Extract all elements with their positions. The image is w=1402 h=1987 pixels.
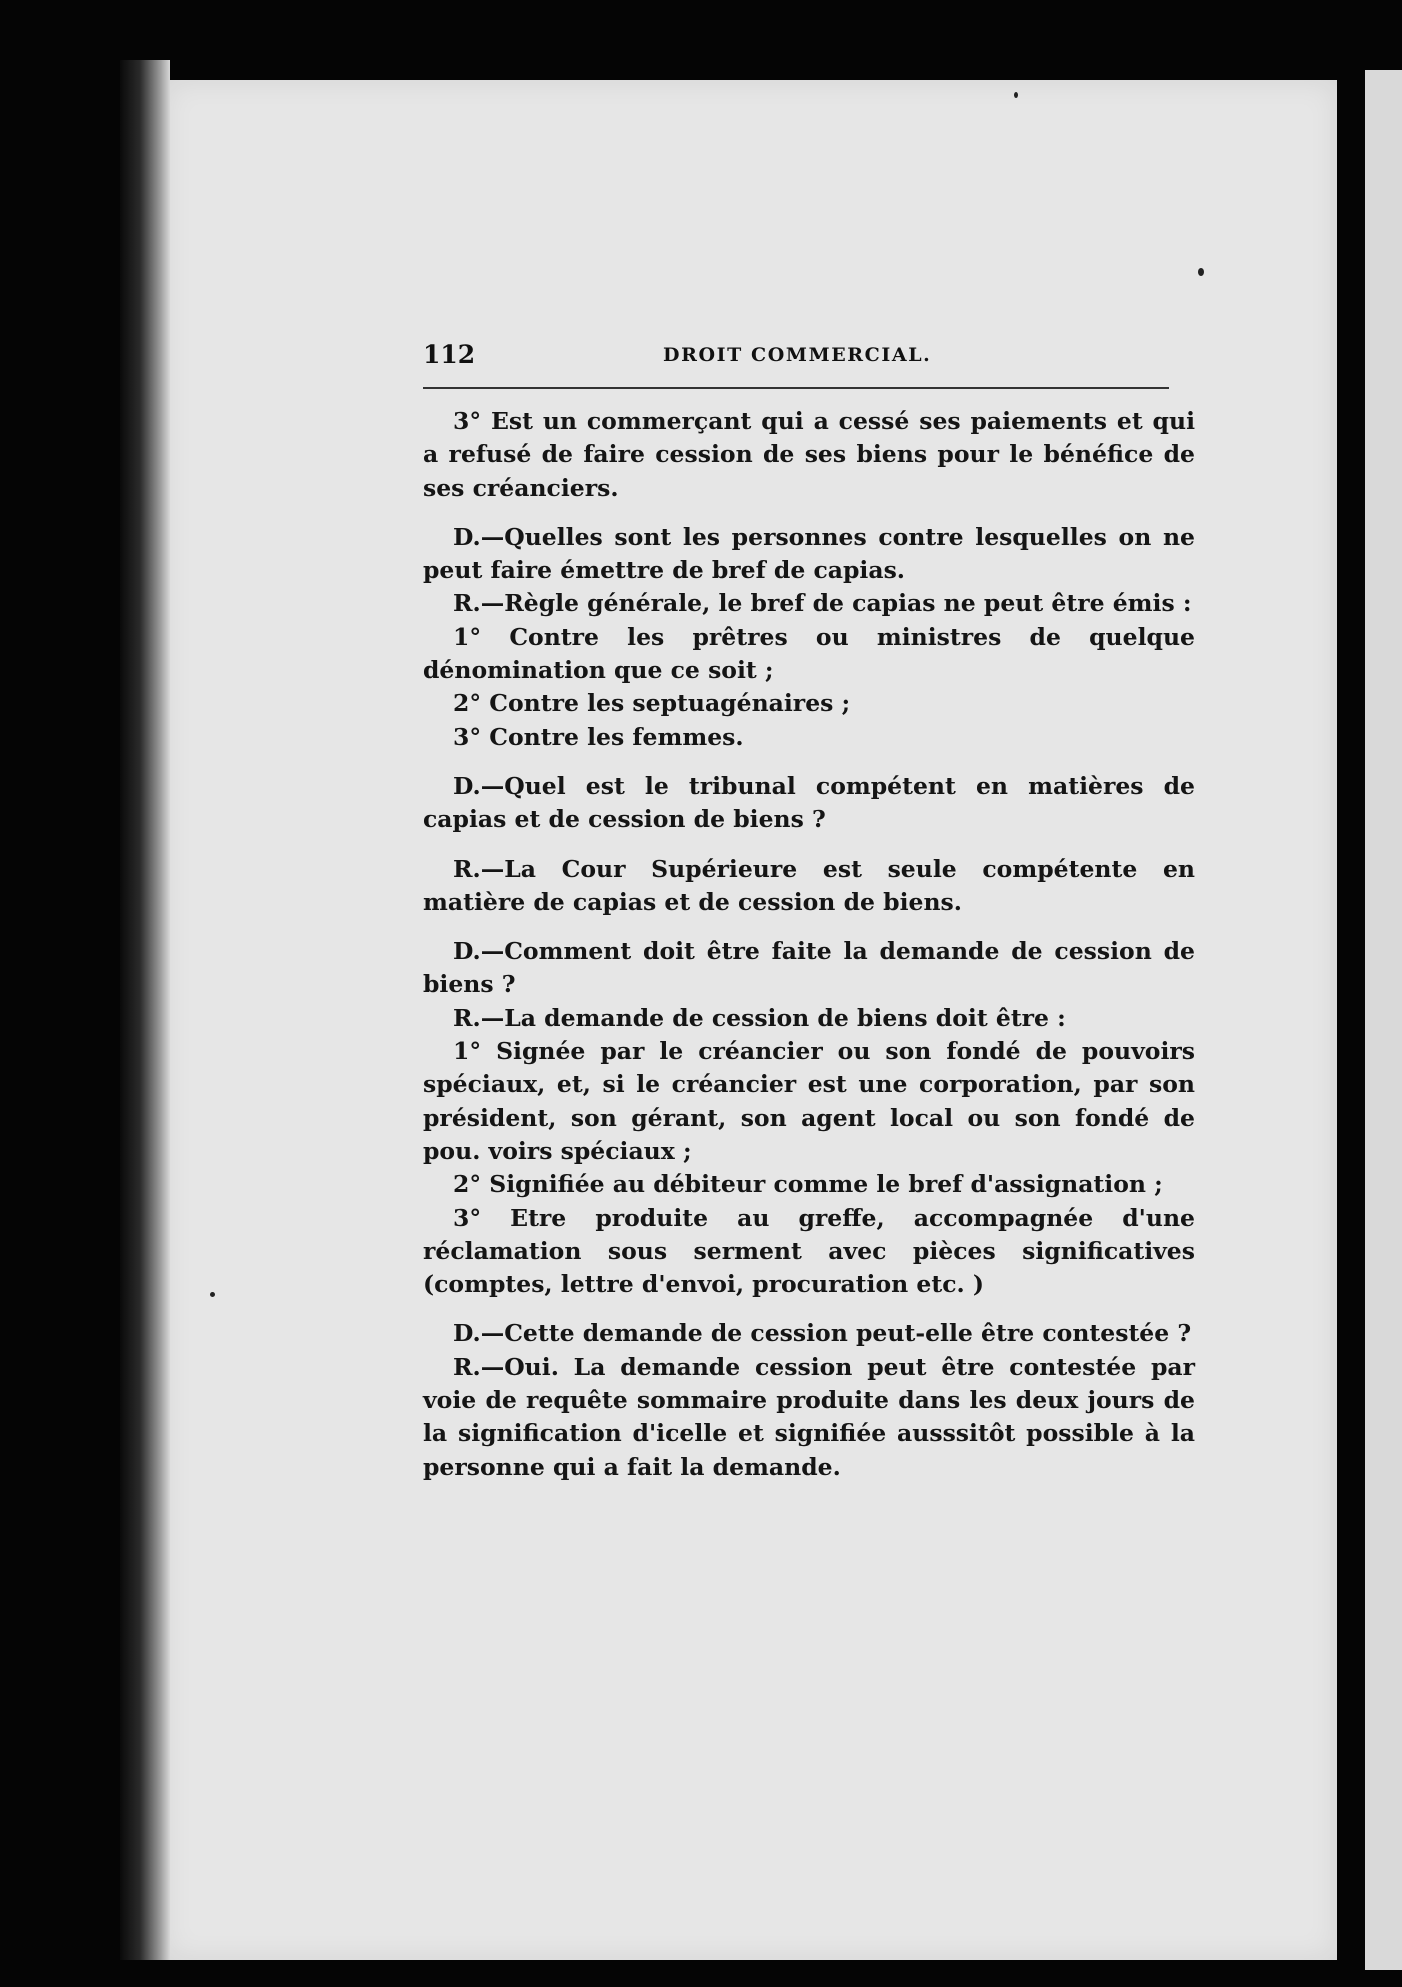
answer-paragraph: R.—Règle générale, le bref de capias ne peut être émis : [453,589,1192,618]
question-paragraph: D.—Quelles sont les personnes contre lesquelles on ne peut faire émettre de bref de capias. [423,522,1195,585]
answer-paragraph: R.—La Cour Supérieure est seule compétente en matière de capias et de cession de biens. [423,854,1195,916]
header-rule [423,387,1169,389]
running-head: DROIT COMMERCIAL. [663,344,932,366]
list-item: 3° Contre les femmes. [453,722,744,751]
answer-paragraph: R.—Oui. La demande cession peut être contestée par voie de requête sommaire produite dans les deux jours de la signification d'icelle et signifiée ausssitôt possible à la personne qui a fait la demande. [423,1352,1195,1481]
page-number: 112 [423,340,476,369]
next-page-edge [1365,70,1402,1970]
scan-top-border [165,0,1337,80]
page-body [423,405,1195,1484]
question-paragraph: D.—Comment doit être faite la demande de cession de biens ? [423,937,1195,999]
list-item: 2° Contre les septuagénaires ; [453,689,851,718]
answer-paragraph: R.—La demande de cession de biens doit être : [453,1003,1066,1032]
list-item: 1° Signée par le créancier ou son fondé de pouvoirs spéciaux, et, si le créancier est une corporation, par son président, son gérant, son agent local ou son fondé de pou. voirs spéciaux ; [423,1037,1195,1165]
question-paragraph: D.—Cette demande de cession peut-elle être contestée ? [453,1319,1192,1348]
page-binding-edge [120,60,170,1960]
ink-speck [1014,92,1018,98]
list-item: 2° Signifiée au débiteur comme le bref d'assignation ; [453,1170,1163,1199]
list-item: 1° Contre les prêtres ou ministres de quelque dénomination que ce soit ; [423,622,1195,685]
list-item: 3° Etre produite au greffe, accompagnée d'une réclamation sous serment avec pièces significatives (comptes, lettre d'envoi, procuration etc. ) [423,1203,1195,1299]
ink-speck [1198,268,1204,276]
paragraph: 3° Est un commerçant qui a cessé ses paiements et qui a refusé de faire cession de ses biens pour le bénéfice de ses créanciers. [423,407,1195,502]
question-paragraph: D.—Quel est le tribunal compétent en matières de capias et de cession de biens ? [423,771,1195,834]
page-header [423,340,1178,376]
ink-speck [210,1292,215,1297]
